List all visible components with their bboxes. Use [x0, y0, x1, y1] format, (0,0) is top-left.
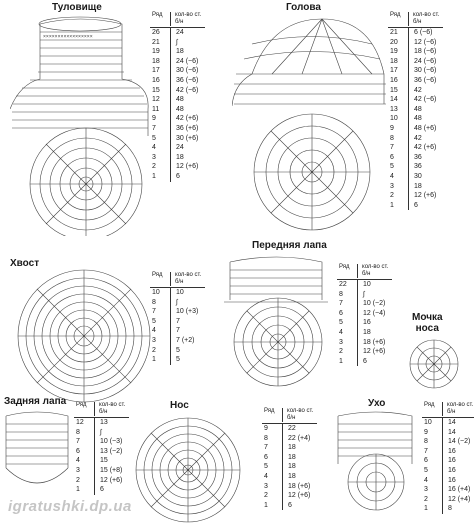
row-number: 5: [262, 462, 283, 472]
stitch-count: 42: [414, 86, 422, 94]
row-number: 3: [422, 485, 443, 495]
row-number: 4: [150, 326, 171, 336]
stitch-count: 42 (+6): [414, 144, 437, 152]
table-row: [150, 86, 205, 96]
table-row: [388, 114, 443, 124]
stitch-count: 22: [288, 425, 296, 432]
table-row: [150, 95, 205, 105]
table-row: [150, 57, 205, 67]
hind-paw-diagram: [2, 408, 72, 498]
row-number: 3: [74, 466, 95, 476]
head-table: [388, 12, 443, 210]
row-number: 2: [74, 476, 95, 486]
row-number: 4: [422, 476, 443, 486]
stitch-count: 10: [363, 281, 371, 288]
stitch-count: 42 (−6): [176, 86, 199, 94]
table-row: [388, 47, 443, 57]
table-row: [262, 424, 317, 434]
stitch-count: 18 (+6): [288, 482, 311, 490]
table-row: [150, 288, 205, 298]
row-header: Ряд: [150, 12, 171, 26]
stitch-count: ∫: [100, 428, 102, 436]
table-row: [262, 472, 317, 482]
stitch-count: 48: [176, 105, 184, 113]
row-number: 6: [337, 309, 358, 319]
stitch-count: 12 (+6): [288, 492, 311, 500]
nose-tip-title: [412, 312, 443, 334]
table-row: [262, 501, 317, 511]
stitch-count: 18: [288, 453, 296, 461]
row-number: 1: [388, 201, 409, 211]
table-row: [74, 418, 129, 428]
table-row: [422, 456, 474, 466]
count-header: кол-во ст. б/н: [175, 12, 202, 25]
ear-table: [422, 402, 474, 514]
row-number: 6: [74, 447, 95, 457]
torso-diagram: [10, 14, 158, 236]
row-number: 1: [262, 501, 283, 511]
tail-title: Хвост: [10, 258, 40, 269]
nose-table: [262, 408, 317, 510]
torso-rows: [12, 32, 148, 128]
count-header: кол-во ст. б/н: [447, 402, 474, 415]
row-number: 15: [150, 86, 171, 96]
table-row: [337, 290, 392, 300]
watermark: igratushki.dp.ua: [8, 498, 132, 515]
stitch-count: 48: [176, 96, 184, 104]
table-row: [388, 162, 443, 172]
row-number: 2: [337, 347, 358, 357]
row-header: Ряд: [388, 12, 409, 26]
row-header: Ряд: [422, 402, 443, 416]
stitch-count: 24: [176, 144, 184, 152]
row-header: Ряд: [262, 408, 283, 422]
stitch-count: 30: [414, 172, 422, 180]
row-number: 21: [388, 28, 409, 38]
table-row: [388, 66, 443, 76]
stitch-count: 10 (−2): [363, 300, 386, 308]
row-number: 2: [388, 191, 409, 201]
table-row: [388, 191, 443, 201]
stitch-count: 18 (+6): [363, 338, 386, 346]
stitch-count: 30 (−6): [176, 67, 199, 75]
row-number: 1: [337, 357, 358, 367]
table-row: [422, 495, 474, 505]
row-number: 7: [262, 443, 283, 453]
stitch-count: 36: [414, 153, 422, 161]
stitch-count: 10: [176, 289, 184, 296]
stitch-count: 42 (−6): [414, 96, 437, 104]
stitch-count: 36: [414, 163, 422, 171]
table-row: [150, 355, 205, 365]
row-number: 5: [337, 318, 358, 328]
table-row: [422, 504, 474, 514]
table-row: [337, 328, 392, 338]
stitch-count: 15: [100, 457, 108, 465]
row-number: 7: [388, 143, 409, 153]
stitch-count: ∫: [176, 298, 178, 306]
torso-table: [150, 12, 205, 182]
count-header: кол-во ст. б/н: [175, 272, 202, 285]
table-row: [150, 336, 205, 346]
stitch-count: 18: [414, 182, 422, 190]
row-number: 18: [150, 57, 171, 67]
stitch-count: 42: [414, 134, 422, 142]
stitch-count: ∫: [176, 38, 178, 46]
table-row: [388, 105, 443, 115]
row-number: 7: [74, 437, 95, 447]
table-row: [74, 428, 129, 438]
stitch-count: 12 (+6): [176, 163, 199, 171]
table-row: [388, 76, 443, 86]
row-number: 5: [422, 466, 443, 476]
table-row: [388, 172, 443, 182]
row-header: Ряд: [337, 264, 358, 278]
stitch-count: 48 (+6): [414, 124, 437, 132]
nose-diagram: [132, 414, 244, 526]
table-row: [74, 466, 129, 476]
stitch-count: 18: [288, 472, 296, 480]
stitch-count: 24: [176, 29, 184, 36]
stitch-count: 6: [288, 501, 292, 509]
stitch-count: 14: [448, 428, 456, 436]
stitch-count: 8: [448, 505, 452, 513]
stitch-count: 12 (+6): [363, 348, 386, 356]
stitch-count: 12 (+6): [100, 476, 123, 484]
table-row: [150, 28, 205, 38]
row-number: 3: [388, 182, 409, 192]
row-number: 19: [150, 47, 171, 57]
stitch-count: 6: [176, 172, 180, 180]
table-row: [74, 437, 129, 447]
row-number: 9: [388, 124, 409, 134]
row-number: 10: [422, 418, 443, 428]
table-row: [150, 134, 205, 144]
row-number: 5: [150, 134, 171, 144]
row-number: 8: [422, 437, 443, 447]
stitch-count: 5: [176, 346, 180, 354]
table-row: [388, 95, 443, 105]
stitch-count: 6 (−6): [414, 29, 433, 36]
row-number: 4: [388, 172, 409, 182]
table-row: [388, 124, 443, 134]
table-row: [422, 447, 474, 457]
row-header: Ряд: [74, 402, 95, 416]
table-row: [422, 437, 474, 447]
row-header: Ряд: [150, 272, 171, 286]
nose-tip-title-line2: носа: [415, 323, 439, 334]
row-number: 16: [150, 76, 171, 86]
table-row: [262, 434, 317, 444]
row-number: 1: [74, 485, 95, 495]
hind-paw-title: Задняя лапа: [4, 396, 67, 407]
table-row: [150, 66, 205, 76]
table-row: [388, 182, 443, 192]
table-row: [422, 466, 474, 476]
stitch-count: 48: [414, 115, 422, 123]
count-header: кол-во ст. б/н: [287, 408, 314, 421]
stitch-count: 7: [176, 327, 180, 335]
row-number: 7: [337, 299, 358, 309]
table-row: [150, 124, 205, 134]
stitch-count: 18: [288, 463, 296, 471]
stitch-count: ∫: [363, 290, 365, 298]
table-row: [337, 338, 392, 348]
row-number: 8: [337, 290, 358, 300]
head-diagram: [232, 14, 392, 236]
stitch-count: 30 (+6): [176, 134, 199, 142]
stitch-count: 24 (−6): [414, 57, 437, 65]
row-number: 20: [388, 38, 409, 48]
row-number: 1: [422, 504, 443, 514]
stitch-count: 13: [100, 419, 108, 426]
row-number: 7: [150, 124, 171, 134]
ear-diagram: [332, 408, 420, 512]
stitch-count: 6: [100, 486, 104, 494]
table-row: [388, 38, 443, 48]
row-number: 15: [388, 86, 409, 96]
stitch-count: 18: [288, 444, 296, 452]
row-number: 17: [150, 66, 171, 76]
stitch-count: 48: [414, 105, 422, 113]
table-row: [150, 114, 205, 124]
row-number: 14: [388, 95, 409, 105]
row-number: 13: [388, 105, 409, 115]
table-row: [150, 162, 205, 172]
stitch-count: 12 (−6): [414, 38, 437, 46]
row-number: 10: [150, 288, 171, 298]
table-row: [150, 153, 205, 163]
table-row: [422, 428, 474, 438]
row-number: 2: [150, 162, 171, 172]
nose-title: Нос: [170, 400, 189, 411]
stitch-count: 16: [448, 457, 456, 465]
torso-title: Туловище: [52, 2, 102, 13]
row-number: 6: [388, 153, 409, 163]
stitch-count: 42 (+6): [176, 115, 199, 123]
row-number: 9: [262, 424, 283, 434]
row-number: 6: [422, 456, 443, 466]
row-number: 8: [388, 134, 409, 144]
stitch-count: 12 (+6): [414, 192, 437, 200]
svg-text:×××××××××××××××××: ×××××××××××××××××: [43, 34, 93, 40]
row-number: 4: [74, 456, 95, 466]
stitch-count: 36 (−6): [414, 76, 437, 84]
table-row: [422, 418, 474, 428]
row-number: 5: [150, 317, 171, 327]
table-row: [422, 476, 474, 486]
row-number: 11: [150, 105, 171, 115]
row-number: 8: [74, 428, 95, 438]
tail-diagram: [14, 266, 154, 406]
table-row: [388, 143, 443, 153]
row-number: 3: [337, 338, 358, 348]
stitch-count: 30 (−6): [414, 67, 437, 75]
stitch-count: 16 (+4): [448, 486, 471, 494]
table-row: [74, 447, 129, 457]
stitch-count: 16: [448, 466, 456, 474]
row-number: 16: [388, 76, 409, 86]
table-row: [74, 485, 129, 495]
table-row: [388, 86, 443, 96]
table-row: [262, 482, 317, 492]
table-row: [422, 485, 474, 495]
table-row: [337, 299, 392, 309]
table-row: [150, 76, 205, 86]
stitch-count: 7: [176, 317, 180, 325]
row-number: 5: [388, 162, 409, 172]
row-number: 22: [337, 280, 358, 290]
stitch-count: 24 (−6): [176, 57, 199, 65]
table-row: [150, 307, 205, 317]
count-header: кол-во ст. б/н: [413, 12, 440, 25]
nose-tip-diagram: [408, 338, 460, 390]
stitch-count: 10 (−3): [100, 438, 123, 446]
table-row: [388, 28, 443, 38]
row-number: 10: [388, 114, 409, 124]
front-paw-title: Передняя лапа: [252, 240, 327, 251]
table-row: [262, 443, 317, 453]
front-paw-diagram: [222, 252, 338, 388]
table-row: [337, 309, 392, 319]
table-row: [337, 280, 392, 290]
table-row: [388, 201, 443, 211]
stitch-count: 5: [176, 356, 180, 364]
row-number: 1: [150, 355, 171, 365]
stitch-count: 16: [448, 476, 456, 484]
count-header: кол-во ст. б/н: [362, 264, 389, 277]
stitch-count: 16: [448, 447, 456, 455]
row-number: 12: [74, 418, 95, 428]
table-row: [150, 346, 205, 356]
stitch-count: 22 (+4): [288, 434, 311, 442]
table-row: [337, 318, 392, 328]
ear-title: Ухо: [368, 398, 386, 409]
table-row: [337, 357, 392, 367]
table-row: [150, 143, 205, 153]
row-number: 12: [150, 95, 171, 105]
nose-tip-title-line1: Мочка: [412, 312, 443, 323]
tail-table: [150, 272, 205, 365]
stitch-count: 6: [414, 201, 418, 209]
row-number: 4: [150, 143, 171, 153]
row-number: 9: [422, 428, 443, 438]
table-row: [388, 153, 443, 163]
table-row: [337, 347, 392, 357]
table-row: [150, 38, 205, 48]
row-number: 6: [262, 453, 283, 463]
stitch-count: 18: [363, 328, 371, 336]
stitch-count: 7 (+2): [176, 336, 195, 344]
row-number: 3: [150, 153, 171, 163]
row-number: 1: [150, 172, 171, 182]
row-number: 8: [262, 434, 283, 444]
table-row: [388, 57, 443, 67]
row-number: 21: [150, 38, 171, 48]
row-number: 2: [150, 346, 171, 356]
row-number: 2: [262, 491, 283, 501]
stitch-count: 18: [176, 153, 184, 161]
row-number: 26: [150, 28, 171, 38]
stitch-count: 12 (−4): [363, 309, 386, 317]
row-number: 19: [388, 47, 409, 57]
table-row: [150, 326, 205, 336]
head-title: Голова: [286, 2, 321, 13]
row-number: 3: [262, 482, 283, 492]
stitch-count: 18 (−6): [414, 48, 437, 56]
stitch-count: 6: [363, 357, 367, 365]
front-paw-table: [337, 264, 392, 366]
stitch-count: 36 (+6): [176, 124, 199, 132]
row-number: 2: [422, 495, 443, 505]
row-number: 18: [388, 57, 409, 67]
table-row: [150, 298, 205, 308]
stitch-count: 14 (−2): [448, 438, 471, 446]
table-row: [150, 172, 205, 182]
stitch-count: 12 (+4): [448, 495, 471, 503]
row-number: 8: [150, 298, 171, 308]
count-header: кол-во ст. б/н: [99, 402, 126, 415]
stitch-count: 10 (+3): [176, 308, 199, 316]
hind-paw-table: [74, 402, 129, 495]
table-row: [74, 476, 129, 486]
table-row: [74, 456, 129, 466]
stitch-count: 15 (+8): [100, 466, 123, 474]
table-row: [150, 317, 205, 327]
table-row: [150, 105, 205, 115]
table-row: [150, 47, 205, 57]
stitch-count: 14: [448, 419, 456, 426]
stitch-count: 36 (−6): [176, 76, 199, 84]
row-number: 7: [150, 307, 171, 317]
row-number: 7: [422, 447, 443, 457]
row-number: 4: [337, 328, 358, 338]
row-number: 17: [388, 66, 409, 76]
stitch-count: 16: [363, 319, 371, 327]
table-row: [262, 462, 317, 472]
row-number: 3: [150, 336, 171, 346]
table-row: [262, 453, 317, 463]
stitch-count: 18: [176, 48, 184, 56]
table-row: [388, 134, 443, 144]
row-number: 4: [262, 472, 283, 482]
table-row: [262, 491, 317, 501]
row-number: 9: [150, 114, 171, 124]
stitch-count: 13 (−2): [100, 447, 123, 455]
